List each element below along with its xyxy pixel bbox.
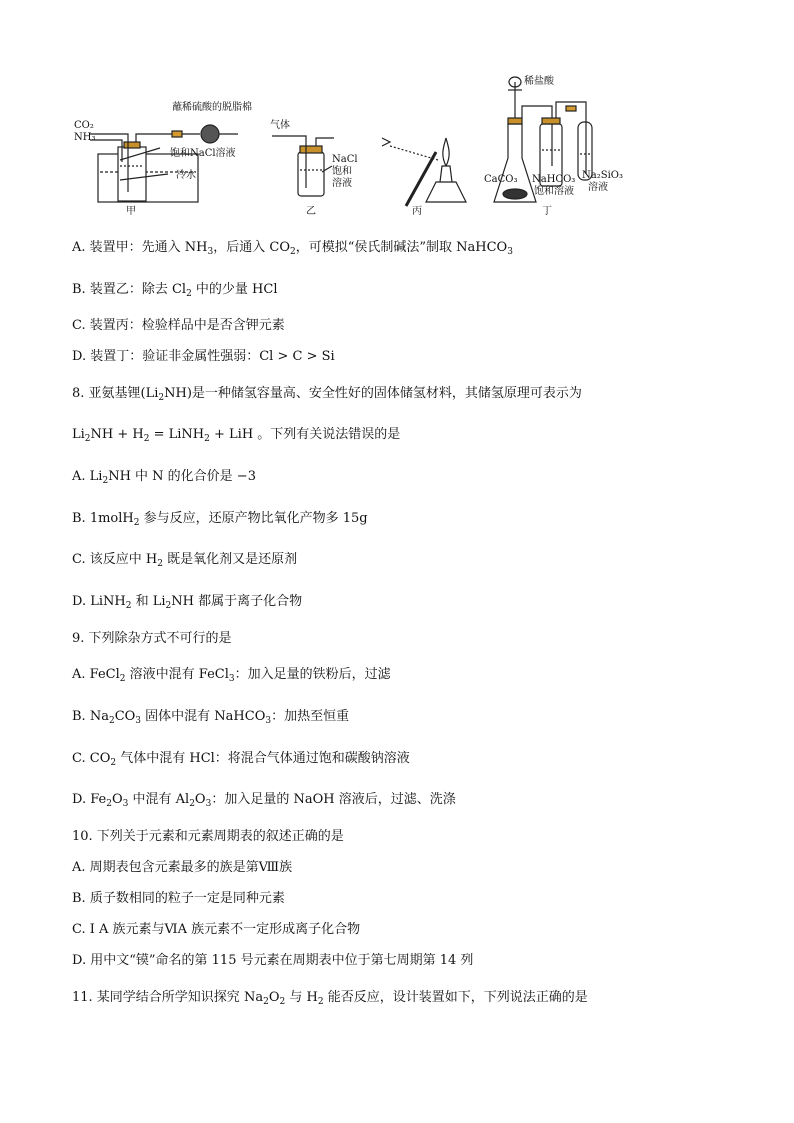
label-na2sio3-2: 溶液 [588,182,608,193]
label-cold-water: 冷水 [176,170,196,181]
label-cotton: 蘸稀硫酸的脱脂棉 [172,102,252,113]
q10-option-b: B. 质子数相同的粒子一定是同种元素 [72,891,285,906]
q8-option-a: A. $Li_2NH$ 中 N 的化合价是 −3 [72,469,256,486]
q8-option-b: B. 1molH$_2$ 参与反应，还原产物比氧化产物多 15g [72,511,368,528]
label-nahco3-2: 饱和溶液 [534,186,574,197]
q9-option-b: B. $Na_2CO_3$ 固体中混有 NaHCO$_3$：加热至恒重 [72,709,350,726]
caption-jia: 甲 [126,206,136,217]
label-dilute-hcl: 稀盐酸 [524,76,554,87]
q10-stem: 10. 下列关于元素和元素周期表的叙述正确的是 [72,829,344,844]
caption-ding: 丁 [542,206,552,217]
q7-option-b: B. 装置乙：除去 $Cl_2$ 中的少量 HCl [72,282,278,299]
label-nh3: NH₃ [74,132,96,143]
q8-option-c: C. 该反应中 $H_2$ 既是氧化剂又是还原剂 [72,552,298,569]
label-yi-1: NaCl [332,154,358,165]
q8-stem-line1: 8. 亚氨基锂$(Li_2NH)$是一种储氢容量高、安全性好的固体储氢材料，其储氢原理可表示为 [72,386,582,403]
label-nahco3-1: NaHCO₃ [532,174,576,185]
q10-option-a: A. 周期表包含元素最多的族是第Ⅷ族 [72,860,293,875]
q11-stem: 11. 某同学结合所学知识探究 $Na_2O_2$ 与 $H_2$ 能否反应，设计装置如下，下列说法正确的是 [72,990,588,1007]
q7-option-a: A. 装置甲：先通入 $NH_3$，后通入 $CO_2$，可模拟“侯氏制碱法”制取 NaHCO$_3$ [72,240,513,257]
q9-option-c: C. $CO_2$ 气体中混有 HCl：将混合气体通过饱和碳酸钠溶液 [72,751,410,768]
label-caco3: CaCO₃ [484,174,518,185]
apparatus-figure [60,62,623,222]
q9-option-d: D. $Fe_2O_3$ 中混有 $Al_2O_3$：加入足量的 NaOH 溶液后，过滤、洗涤 [72,792,456,809]
q7-option-d: D. 装置丁：验证非金属性强弱：Cl > C > Si [72,349,335,364]
label-yi-2: 饱和 [332,166,352,177]
label-co2: CO₂ [74,120,94,131]
q7-option-c: C. 装置丙：检验样品中是否含钾元素 [72,318,285,333]
caption-yi: 乙 [306,206,316,217]
q9-stem: 9. 下列除杂方式不可行的是 [72,631,232,646]
q8-stem-line2: $Li_2NH + H_2$ = LiNH$_2$ + LiH 。下列有关说法错误的是 [72,427,401,444]
label-nacl-solution: 饱和NaCl溶液 [170,148,236,159]
q9-option-a: A. FeCl$_2$ 溶液中混有 FeCl$_3$：加入足量的铁粉后，过滤 [72,667,391,684]
q10-option-c: C. I A 族元素与ⅥA 族元素不一定形成离子化合物 [72,922,361,937]
label-gas: 气体 [270,120,290,131]
q10-option-d: D. 用中文“镆”命名的第 115 号元素在周期表中位于第七周期第 14 列 [72,953,474,968]
q8-option-d: D. LiNH$_2$ 和 $Li_2NH$ 都属于离子化合物 [72,594,303,611]
label-yi-3: 溶液 [332,178,352,189]
label-na2sio3-1: Na₂SiO₃ [582,170,623,181]
caption-bing: 丙 [412,206,422,217]
